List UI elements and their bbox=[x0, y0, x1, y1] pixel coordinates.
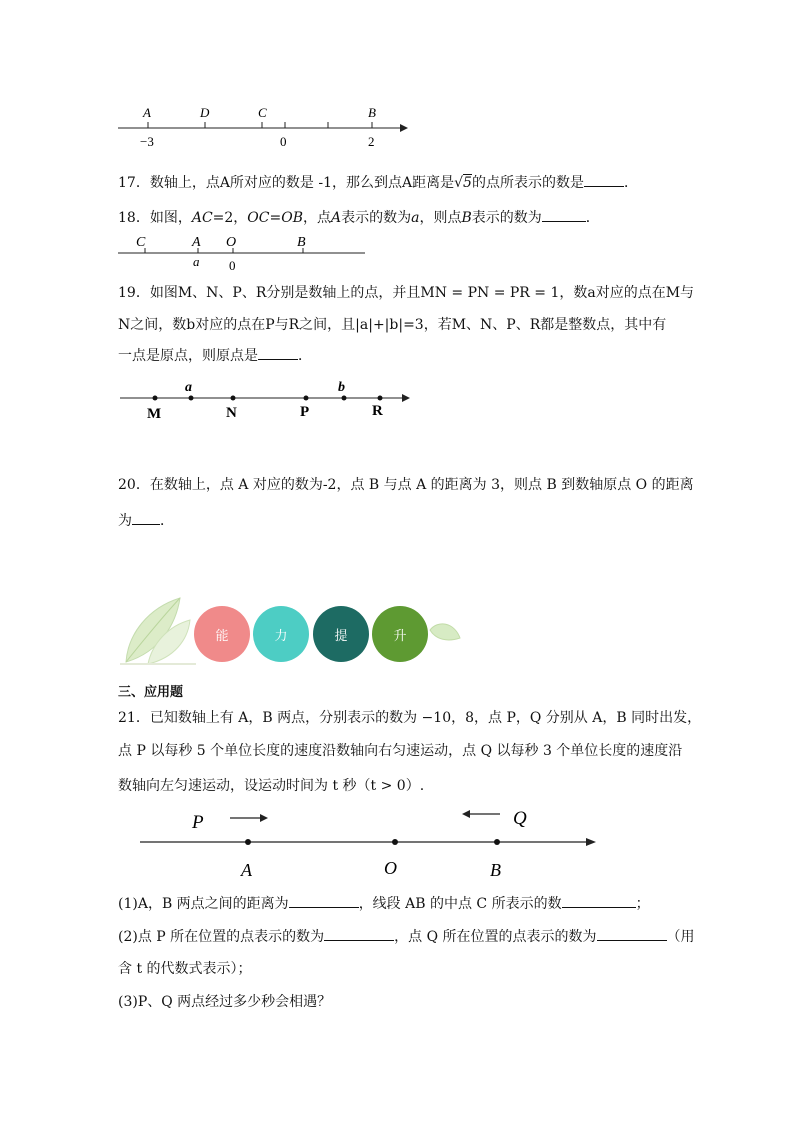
badge-sheng: 升 bbox=[372, 606, 428, 662]
answer-blank-20[interactable] bbox=[132, 512, 160, 525]
fig21-label-p: P bbox=[192, 812, 204, 833]
section-banner bbox=[118, 594, 463, 666]
question-21-part-1: (1)A，B 两点之间的距离为 ，线段 AB 的中点 C 所表示的数 ； bbox=[118, 896, 650, 912]
question-21-line-2: 点 P 以每秒 5 个单位长度的速度沿数轴向右匀速运动，点 Q 以每秒 3 个单位长度的速度沿 bbox=[118, 743, 683, 759]
fig18-label-zero: 0 bbox=[229, 258, 236, 273]
section-heading: 三、应用题 bbox=[118, 685, 184, 700]
fig21-label-b: B bbox=[490, 860, 501, 880]
answer-blank-21-2a[interactable] bbox=[324, 928, 394, 941]
tick-label-b: 2 bbox=[368, 134, 375, 149]
fig18-label-b: B bbox=[297, 235, 306, 250]
fig19-label-n: N bbox=[226, 405, 237, 421]
answer-blank-19[interactable] bbox=[258, 347, 298, 360]
fig18-label-c: C bbox=[136, 235, 146, 250]
tick-label-zero: 0 bbox=[280, 134, 287, 149]
number-line-figure-18 bbox=[110, 231, 370, 275]
fig19-label-b: b bbox=[338, 380, 345, 395]
question-21-line-1: 21．已知数轴上有 A，B 两点，分别表示的数为 −10，8，点 P，Q 分别从 A，B 同时出发， bbox=[118, 710, 702, 726]
question-19-line-2: N之间，数b对应的点在P与R之间，且|a|+|b|=3，若M、N、P、R都是整数点，其中有 bbox=[118, 317, 667, 333]
fig21-label-a: A bbox=[241, 860, 252, 880]
question-21-part-2: (2)点 P 所在位置的点表示的数为 ，点 Q 所在位置的点表示的数为 （用 bbox=[118, 929, 695, 945]
number-line-figure-21 bbox=[130, 800, 610, 882]
sqrt-symbol: √ bbox=[454, 175, 464, 191]
question-21-line-3: 数轴向左匀速运动，设运动时间为 t 秒（t > 0）. bbox=[118, 778, 425, 794]
fig18-label-a: A bbox=[192, 235, 201, 250]
question-21-part-2-line-2: 含 t 的代数式表示）； bbox=[118, 961, 252, 977]
answer-blank-21-1b[interactable] bbox=[562, 895, 636, 908]
question-17: 17．数轴上，点A所对应的数是 -1，那么到点A距离是√5的点所表示的数是 ． bbox=[118, 175, 638, 191]
question-19-line-1: 19．如图M、N、P、R分别是数轴上的点，并且MN = PN = PR = 1，数a对应的点在M与 bbox=[118, 285, 695, 301]
small-leaf-icon bbox=[428, 620, 462, 646]
badge-ti: 提 bbox=[313, 606, 369, 662]
fig21-label-q: Q bbox=[513, 808, 527, 829]
badge-neng: 能 bbox=[194, 606, 250, 662]
question-19-line-3: 一点是原点，则原点是 ． bbox=[118, 348, 312, 364]
question-21-part-3: (3)P、Q 两点经过多少秒会相遇？ bbox=[118, 994, 332, 1010]
badge-li: 力 bbox=[253, 606, 309, 662]
answer-blank-21-1a[interactable] bbox=[289, 895, 359, 908]
fig19-label-p: P bbox=[300, 404, 310, 420]
fig19-label-r: R bbox=[372, 403, 383, 419]
fig18-label-a-value: a bbox=[193, 254, 200, 269]
question-20-line-2: 为 ． bbox=[118, 513, 174, 529]
number-line-figure-top bbox=[110, 100, 410, 155]
fig18-label-o: O bbox=[226, 235, 237, 250]
answer-blank-18[interactable] bbox=[542, 209, 586, 222]
answer-blank-21-2b[interactable] bbox=[597, 928, 667, 941]
number-line-figure-19 bbox=[112, 376, 422, 426]
leaf-decoration-icon bbox=[118, 594, 198, 666]
fig21-label-o: O bbox=[384, 858, 397, 878]
question-20-line-1: 20．在数轴上，点 A 对应的数为-2，点 B 与点 A 的距离为 3，则点 B 到数轴原点 O 的距离 bbox=[118, 477, 694, 493]
point-d-label: D bbox=[200, 105, 210, 120]
fig19-label-a: a bbox=[185, 380, 192, 395]
tick-label-a: −3 bbox=[140, 134, 154, 149]
question-18: 18．如图，AC=2，OC=OB，点A表示的数为a，则点B表示的数为 ． bbox=[118, 210, 600, 226]
point-c-label: C bbox=[258, 105, 267, 120]
sqrt-arg: 5 bbox=[463, 175, 472, 191]
answer-blank-17[interactable] bbox=[584, 174, 624, 187]
point-a-label: A bbox=[143, 105, 151, 120]
fig19-label-m: M bbox=[147, 406, 162, 422]
point-b-label: B bbox=[368, 105, 376, 120]
